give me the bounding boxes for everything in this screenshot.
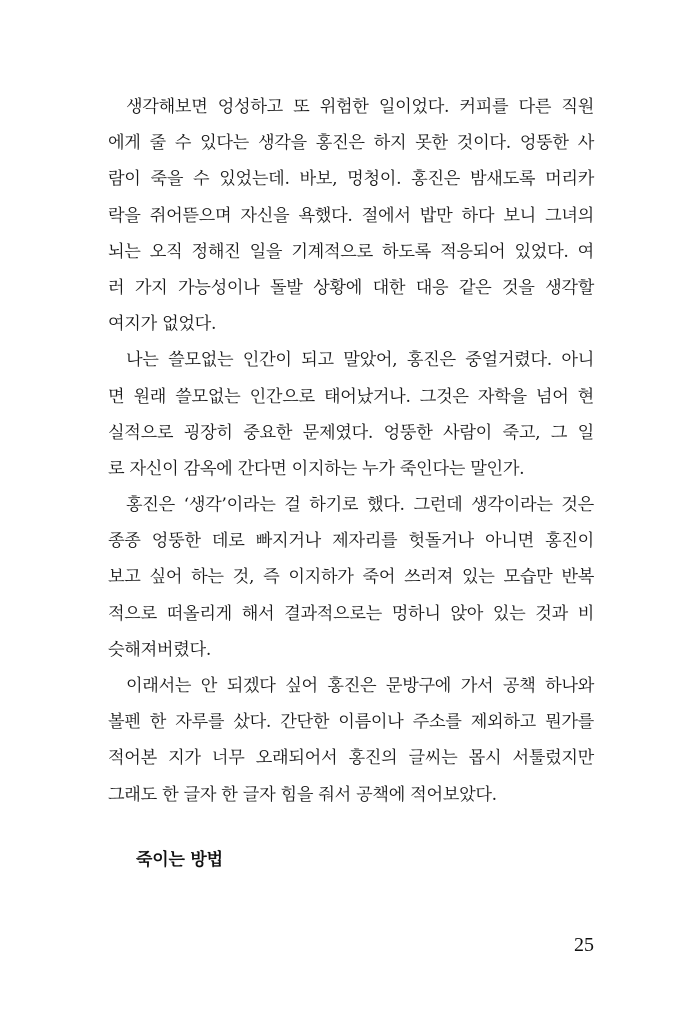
text-line: 적어본 지가 너무 오래되어서 홍진의 글씨는 몹시 서툴렀지만: [108, 748, 594, 769]
text-line: 홍진은 ‘생각’이라는 걸 하기로 했다. 그런데 생각이라는 것은: [126, 495, 594, 516]
text-line: 에게 줄 수 있다는 생각을 홍진은 하지 못한 것이다. 엉뚱한 사: [108, 133, 594, 154]
text-line: 적으로 떠올리게 해서 결과적으로는 멍하니 앉아 있는 것과 비: [108, 603, 594, 624]
text-line: 보고 싶어 하는 것, 즉 이지하가 죽어 쓰러져 있는 모습만 반복: [108, 567, 594, 588]
text-line: 슷해져버렸다.: [108, 639, 211, 660]
text-line: 생각해보면 엉성하고 또 위험한 일이었다. 커피를 다른 직원: [126, 97, 594, 117]
page-number: 25: [574, 934, 594, 956]
paragraph: [108, 668, 594, 813]
text-line: 그래도 한 글자 한 글자 힘을 줘서 공책에 적어보았다.: [108, 784, 497, 805]
text-line: 볼펜 한 자루를 샀다. 간단한 이름이나 주소를 제외하고 뭔가를: [108, 712, 594, 733]
body-text: [108, 89, 594, 813]
paragraph: [108, 342, 594, 487]
text-line: 여지가 없었다.: [108, 314, 217, 335]
paragraph: [108, 89, 594, 342]
text-line: 나는 쓸모없는 인간이 되고 말았어, 홍진은 중얼거렸다. 아니: [126, 350, 594, 371]
text-line: 면 원래 쓸모없는 인간으로 태어났거나. 그것은 자학을 넘어 현: [108, 386, 594, 407]
text-line: 종종 엉뚱한 데로 빠지거나 제자리를 헛돌거나 아니면 홍진이: [108, 531, 594, 552]
text-line: 러 가지 가능성이나 돌발 상황에 대한 대응 같은 것을 생각할: [108, 277, 594, 298]
section-heading: 죽이는 방법: [136, 850, 223, 870]
text-line: 실적으로 굉장히 중요한 문제였다. 엉뚱한 사람이 죽고, 그 일: [108, 422, 594, 443]
text-line: 이래서는 안 되겠다 싶어 홍진은 문방구에 가서 공책 하나와: [126, 676, 594, 696]
text-line: 람이 죽을 수 있었는데. 바보, 멍청이. 홍진은 밤새도록 머리카: [108, 169, 594, 190]
paragraph: [108, 487, 594, 668]
text-line: 락을 쥐어뜯으며 자신을 욕했다. 절에서 밥만 하다 보니 그녀의: [108, 205, 594, 226]
text-line: 뇌는 오직 정해진 일을 기계적으로 하도록 적응되어 있었다. 여: [108, 241, 594, 262]
text-line: 로 자신이 감옥에 간다면 이지하는 누가 죽인다는 말인가.: [108, 458, 525, 479]
